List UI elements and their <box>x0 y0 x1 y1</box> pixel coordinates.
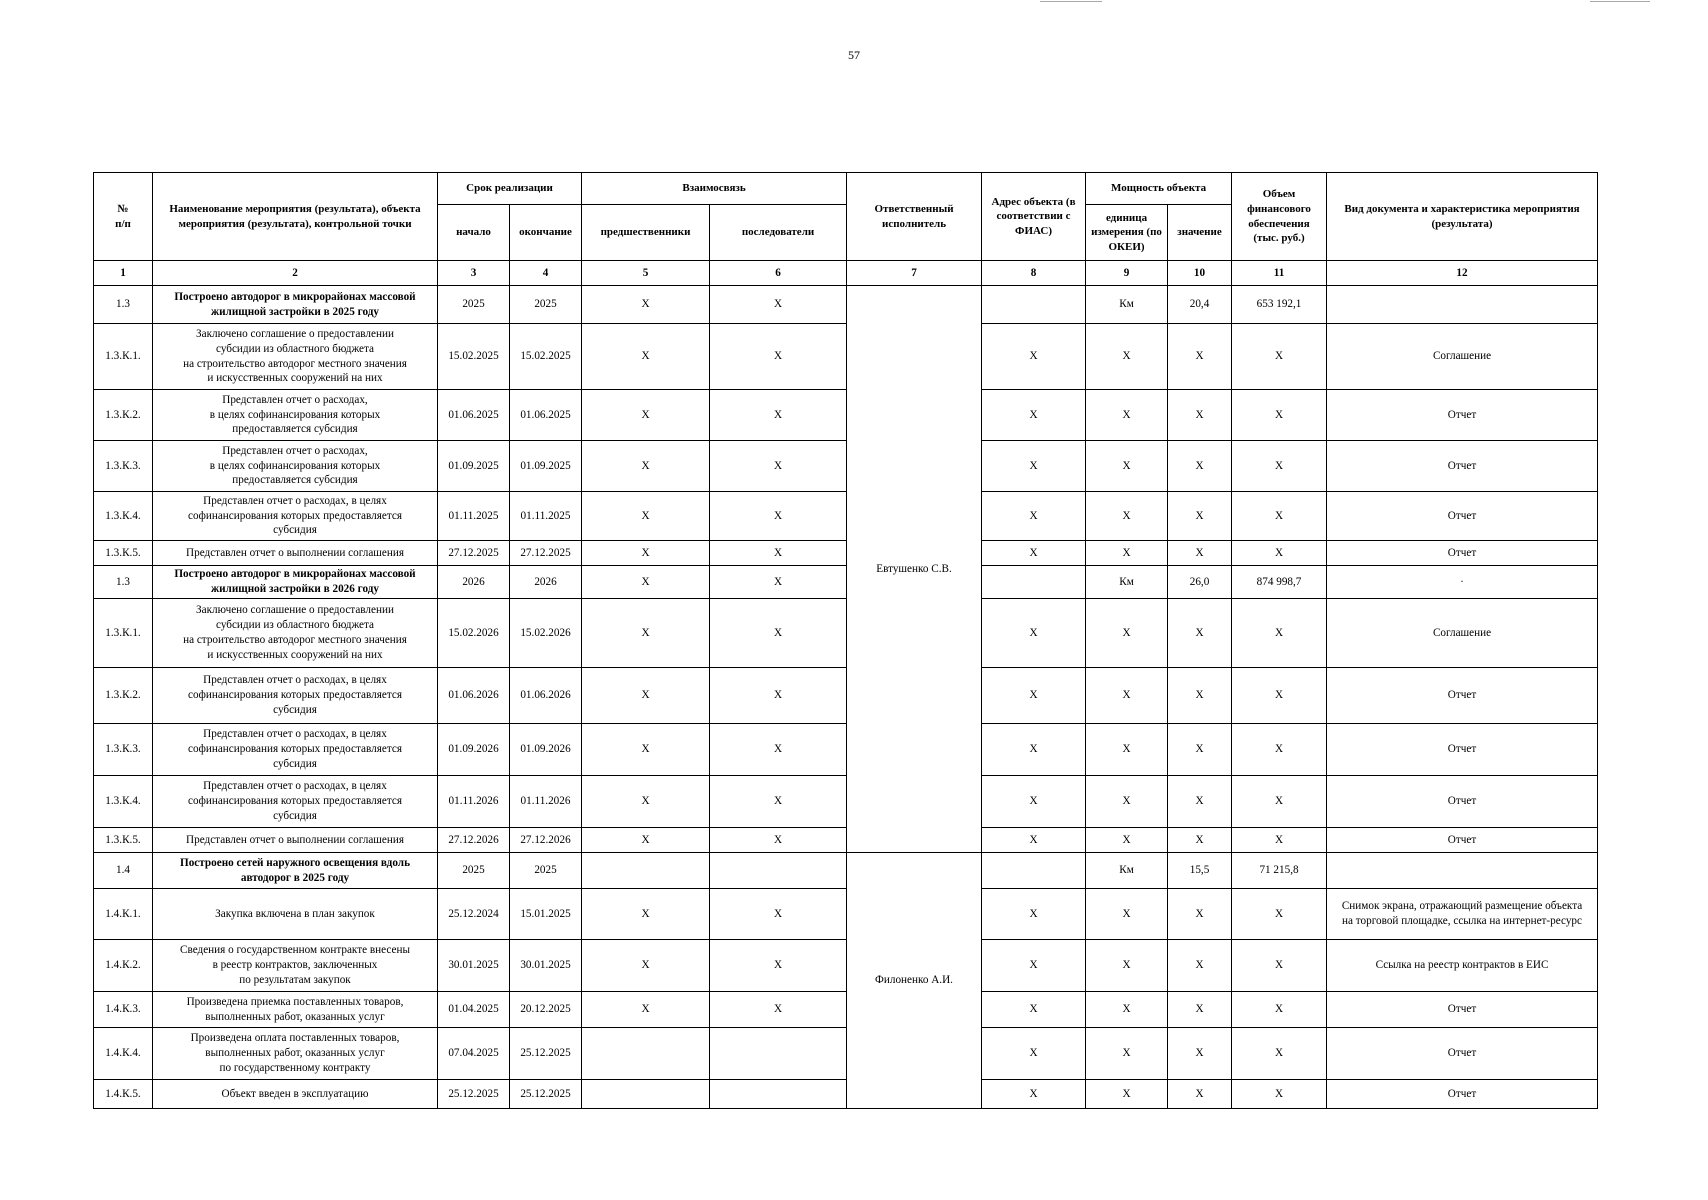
row-name: Представлен отчет о выполнении соглашения <box>153 828 438 853</box>
row-document: Отчет <box>1327 992 1598 1028</box>
row-name: Представлен отчет о выполнении соглашения <box>153 541 438 566</box>
row-address: X <box>982 1080 1086 1109</box>
row-end-date: 01.11.2026 <box>510 776 582 828</box>
row-value: X <box>1168 668 1232 724</box>
row-document: Отчет <box>1327 390 1598 441</box>
row-value: X <box>1168 724 1232 776</box>
header-doc: Вид документа и характеристика мероприятия (результата) <box>1327 173 1598 261</box>
row-number: 1.3.К.3. <box>94 724 153 776</box>
row-finance: X <box>1232 724 1327 776</box>
row-start-date: 01.09.2026 <box>438 724 510 776</box>
row-end-date: 01.11.2025 <box>510 492 582 541</box>
row-value: X <box>1168 776 1232 828</box>
row-start-date: 2025 <box>438 853 510 889</box>
row-unit: Км <box>1086 286 1168 324</box>
row-predecessors: X <box>582 724 710 776</box>
row-unit: X <box>1086 828 1168 853</box>
row-successors: X <box>710 492 847 541</box>
table-row <box>94 940 1598 992</box>
header-term-start: начало <box>438 205 510 261</box>
row-start-date: 01.11.2025 <box>438 492 510 541</box>
row-unit: X <box>1086 441 1168 492</box>
row-end-date: 2025 <box>510 286 582 324</box>
row-unit: X <box>1086 599 1168 668</box>
row-end-date: 15.02.2025 <box>510 324 582 390</box>
row-start-date: 25.12.2025 <box>438 1080 510 1109</box>
column-number: 10 <box>1168 261 1232 286</box>
row-number: 1.3.К.4. <box>94 776 153 828</box>
plan-table <box>93 172 1598 1109</box>
row-name: Заключено соглашение о предоставлении субсидии из областного бюджета на строительство автодорог местного значения и искусственных сооружений на них <box>153 599 438 668</box>
column-number: 6 <box>710 261 847 286</box>
row-value: X <box>1168 541 1232 566</box>
row-end-date: 25.12.2025 <box>510 1080 582 1109</box>
row-name: Построено автодорог в микрорайонах массовой жилищной застройки в 2025 году <box>153 286 438 324</box>
row-successors: X <box>710 724 847 776</box>
row-unit: X <box>1086 492 1168 541</box>
row-document: Отчет <box>1327 724 1598 776</box>
row-document: Отчет <box>1327 541 1598 566</box>
row-successors: X <box>710 889 847 940</box>
header-link: Взаимосвязь <box>582 173 847 205</box>
column-number: 2 <box>153 261 438 286</box>
row-address: X <box>982 889 1086 940</box>
table-row <box>94 599 1598 668</box>
row-name: Построено сетей наружного освещения вдоль автодорог в 2025 году <box>153 853 438 889</box>
row-start-date: 27.12.2026 <box>438 828 510 853</box>
row-address <box>982 566 1086 599</box>
column-number: 3 <box>438 261 510 286</box>
row-successors: X <box>710 992 847 1028</box>
row-value: 15,5 <box>1168 853 1232 889</box>
row-start-date: 01.09.2025 <box>438 441 510 492</box>
row-predecessors: X <box>582 992 710 1028</box>
row-start-date: 15.02.2026 <box>438 599 510 668</box>
table-row <box>94 776 1598 828</box>
table-row <box>94 724 1598 776</box>
row-value: X <box>1168 492 1232 541</box>
row-name: Представлен отчет о расходах, в целях софинансирования которых предоставляется субсидия <box>153 441 438 492</box>
row-number: 1.3.К.2. <box>94 668 153 724</box>
row-start-date: 01.04.2025 <box>438 992 510 1028</box>
table-row <box>94 324 1598 390</box>
row-unit: X <box>1086 992 1168 1028</box>
header-address: Адрес объекта (в соответствии с ФИАС) <box>982 173 1086 261</box>
row-unit: X <box>1086 390 1168 441</box>
row-number: 1.3.К.2. <box>94 390 153 441</box>
row-value: 20,4 <box>1168 286 1232 324</box>
row-address: X <box>982 324 1086 390</box>
row-predecessors: X <box>582 324 710 390</box>
header-name: Наименование мероприятия (результата), объекта мероприятия (результата), контрольной точки <box>153 173 438 261</box>
row-address: X <box>982 599 1086 668</box>
row-document: Ссылка на реестр контрактов в ЕИС <box>1327 940 1598 992</box>
row-unit: X <box>1086 668 1168 724</box>
row-successors: X <box>710 286 847 324</box>
row-successors: X <box>710 940 847 992</box>
row-end-date: 20.12.2025 <box>510 992 582 1028</box>
row-predecessors: X <box>582 599 710 668</box>
row-successors <box>710 853 847 889</box>
column-numbers-row <box>94 261 1598 286</box>
table-row <box>94 492 1598 541</box>
row-value: X <box>1168 599 1232 668</box>
header-capacity: Мощность объекта <box>1086 173 1232 205</box>
table-row <box>94 286 1598 324</box>
row-executor: Евтушенко С.В. <box>847 286 982 853</box>
row-number: 1.4.К.4. <box>94 1028 153 1080</box>
column-number: 9 <box>1086 261 1168 286</box>
row-finance: X <box>1232 889 1327 940</box>
row-address: X <box>982 541 1086 566</box>
row-document: Соглашение <box>1327 599 1598 668</box>
row-document: Отчет <box>1327 441 1598 492</box>
table-row <box>94 828 1598 853</box>
header-link-next: последователи <box>710 205 847 261</box>
row-name: Закупка включена в план закупок <box>153 889 438 940</box>
row-successors <box>710 1028 847 1080</box>
header-unit: единица измерения (по ОКЕИ) <box>1086 205 1168 261</box>
table-row <box>94 566 1598 599</box>
row-number: 1.3.К.5. <box>94 541 153 566</box>
row-finance: X <box>1232 324 1327 390</box>
row-end-date: 27.12.2026 <box>510 828 582 853</box>
row-end-date: 01.06.2025 <box>510 390 582 441</box>
row-address: X <box>982 390 1086 441</box>
row-end-date: 30.01.2025 <box>510 940 582 992</box>
row-predecessors: X <box>582 541 710 566</box>
column-number: 11 <box>1232 261 1327 286</box>
row-unit: X <box>1086 1080 1168 1109</box>
column-number: 7 <box>847 261 982 286</box>
header-executor: Ответственный исполнитель <box>847 173 982 261</box>
row-predecessors: X <box>582 390 710 441</box>
row-finance: 874 998,7 <box>1232 566 1327 599</box>
row-address: X <box>982 492 1086 541</box>
row-document: Соглашение <box>1327 324 1598 390</box>
row-successors: X <box>710 324 847 390</box>
row-unit: Км <box>1086 566 1168 599</box>
row-address: X <box>982 1028 1086 1080</box>
row-name: Объект введен в эксплуатацию <box>153 1080 438 1109</box>
row-number: 1.3.К.1. <box>94 324 153 390</box>
header-term: Срок реализации <box>438 173 582 205</box>
row-predecessors: X <box>582 828 710 853</box>
row-address: X <box>982 441 1086 492</box>
row-successors: X <box>710 390 847 441</box>
row-finance: X <box>1232 668 1327 724</box>
row-start-date: 2026 <box>438 566 510 599</box>
row-predecessors: X <box>582 940 710 992</box>
table-row <box>94 441 1598 492</box>
column-number: 1 <box>94 261 153 286</box>
row-successors: X <box>710 599 847 668</box>
row-value: X <box>1168 324 1232 390</box>
table-row <box>94 541 1598 566</box>
row-name: Произведена приемка поставленных товаров, выполненных работ, оказанных услуг <box>153 992 438 1028</box>
row-end-date: 2026 <box>510 566 582 599</box>
row-finance: X <box>1232 940 1327 992</box>
row-unit: Км <box>1086 853 1168 889</box>
row-address <box>982 286 1086 324</box>
row-finance: X <box>1232 492 1327 541</box>
row-unit: X <box>1086 1028 1168 1080</box>
table-row <box>94 390 1598 441</box>
header-link-prev: предшественники <box>582 205 710 261</box>
row-number: 1.3.К.4. <box>94 492 153 541</box>
row-number: 1.4.К.3. <box>94 992 153 1028</box>
row-value: X <box>1168 1028 1232 1080</box>
row-start-date: 25.12.2024 <box>438 889 510 940</box>
row-name: Представлен отчет о расходах, в целях софинансирования которых предоставляется субсидия <box>153 492 438 541</box>
row-value: 26,0 <box>1168 566 1232 599</box>
page-number: 57 <box>848 48 860 62</box>
row-number: 1.4 <box>94 853 153 889</box>
row-start-date: 01.06.2025 <box>438 390 510 441</box>
row-number: 1.3 <box>94 566 153 599</box>
row-end-date: 25.12.2025 <box>510 1028 582 1080</box>
row-name: Сведения о государственном контракте внесены в реестр контрактов, заключенных по результатам закупок <box>153 940 438 992</box>
row-address: X <box>982 992 1086 1028</box>
row-address: X <box>982 776 1086 828</box>
row-name: Представлен отчет о расходах, в целях софинансирования которых предоставляется субсидия <box>153 390 438 441</box>
row-successors: X <box>710 828 847 853</box>
row-finance: X <box>1232 1028 1327 1080</box>
row-name: Представлен отчет о расходах, в целях софинансирования которых предоставляется субсидия <box>153 724 438 776</box>
row-successors <box>710 1080 847 1109</box>
row-successors: X <box>710 668 847 724</box>
row-predecessors: X <box>582 286 710 324</box>
row-start-date: 01.06.2026 <box>438 668 510 724</box>
row-name: Построено автодорог в микрорайонах массовой жилищной застройки в 2026 году <box>153 566 438 599</box>
row-finance: 653 192,1 <box>1232 286 1327 324</box>
column-number: 4 <box>510 261 582 286</box>
row-address: X <box>982 668 1086 724</box>
column-number: 5 <box>582 261 710 286</box>
row-number: 1.4.К.2. <box>94 940 153 992</box>
row-value: X <box>1168 889 1232 940</box>
row-number: 1.3 <box>94 286 153 324</box>
row-finance: X <box>1232 828 1327 853</box>
row-unit: X <box>1086 724 1168 776</box>
table-row <box>94 853 1598 889</box>
row-value: X <box>1168 992 1232 1028</box>
row-document: Снимок экрана, отражающий размещение объекта на торговой площадке, ссылка на интернет-ресурс <box>1327 889 1598 940</box>
column-number: 8 <box>982 261 1086 286</box>
row-predecessors: X <box>582 776 710 828</box>
row-number: 1.3.К.5. <box>94 828 153 853</box>
row-successors: X <box>710 566 847 599</box>
row-address: X <box>982 940 1086 992</box>
row-predecessors: X <box>582 441 710 492</box>
row-predecessors: X <box>582 492 710 541</box>
row-number: 1.4.К.5. <box>94 1080 153 1109</box>
row-end-date: 15.02.2026 <box>510 599 582 668</box>
row-finance: X <box>1232 390 1327 441</box>
row-finance: X <box>1232 441 1327 492</box>
row-unit: X <box>1086 889 1168 940</box>
row-finance: X <box>1232 599 1327 668</box>
row-name: Представлен отчет о расходах, в целях софинансирования которых предоставляется субсидия <box>153 776 438 828</box>
row-end-date: 01.09.2026 <box>510 724 582 776</box>
row-end-date: 01.06.2026 <box>510 668 582 724</box>
row-finance: X <box>1232 541 1327 566</box>
row-name: Представлен отчет о расходах, в целях софинансирования которых предоставляется субсидия <box>153 668 438 724</box>
row-value: X <box>1168 940 1232 992</box>
row-end-date: 15.01.2025 <box>510 889 582 940</box>
row-number: 1.4.К.1. <box>94 889 153 940</box>
header-term-end: окончание <box>510 205 582 261</box>
row-document: Отчет <box>1327 776 1598 828</box>
row-start-date: 07.04.2025 <box>438 1028 510 1080</box>
row-start-date: 01.11.2026 <box>438 776 510 828</box>
row-document <box>1327 286 1598 324</box>
header-finance: Объем финансового обеспечения (тыс. руб.) <box>1232 173 1327 261</box>
row-successors: X <box>710 776 847 828</box>
row-value: X <box>1168 441 1232 492</box>
row-name: Заключено соглашение о предоставлении субсидии из областного бюджета на строительство автодорог местного значения и искусственных сооружений на них <box>153 324 438 390</box>
row-predecessors: X <box>582 566 710 599</box>
table-body <box>94 286 1598 1109</box>
row-address: X <box>982 828 1086 853</box>
row-address <box>982 853 1086 889</box>
row-value: X <box>1168 828 1232 853</box>
row-successors: X <box>710 441 847 492</box>
row-unit: X <box>1086 324 1168 390</box>
table-row <box>94 889 1598 940</box>
row-unit: X <box>1086 776 1168 828</box>
table-row <box>94 1028 1598 1080</box>
row-successors: X <box>710 541 847 566</box>
row-document: Отчет <box>1327 1028 1598 1080</box>
row-name: Произведена оплата поставленных товаров, выполненных работ, оказанных услуг по государственному контракту <box>153 1028 438 1080</box>
row-finance: 71 215,8 <box>1232 853 1327 889</box>
row-address: X <box>982 724 1086 776</box>
row-end-date: 01.09.2025 <box>510 441 582 492</box>
header-num: № п/п <box>94 173 153 261</box>
row-end-date: 2025 <box>510 853 582 889</box>
table-row <box>94 1080 1598 1109</box>
row-finance: X <box>1232 992 1327 1028</box>
row-document: Отчет <box>1327 492 1598 541</box>
top-rule <box>1590 1 1650 2</box>
row-document: Отчет <box>1327 1080 1598 1109</box>
row-finance: X <box>1232 1080 1327 1109</box>
row-document: · <box>1327 566 1598 599</box>
row-unit: X <box>1086 940 1168 992</box>
row-predecessors <box>582 1080 710 1109</box>
row-unit: X <box>1086 541 1168 566</box>
row-predecessors <box>582 853 710 889</box>
row-predecessors: X <box>582 889 710 940</box>
row-predecessors: X <box>582 668 710 724</box>
row-start-date: 27.12.2025 <box>438 541 510 566</box>
table-row <box>94 668 1598 724</box>
row-finance: X <box>1232 776 1327 828</box>
header-value: значение <box>1168 205 1232 261</box>
row-end-date: 27.12.2025 <box>510 541 582 566</box>
row-number: 1.3.К.1. <box>94 599 153 668</box>
row-document: Отчет <box>1327 828 1598 853</box>
top-rule <box>1040 1 1102 2</box>
table-row <box>94 992 1598 1028</box>
row-executor: Филоненко А.И. <box>847 853 982 1109</box>
column-number: 12 <box>1327 261 1598 286</box>
row-predecessors <box>582 1028 710 1080</box>
row-start-date: 2025 <box>438 286 510 324</box>
row-value: X <box>1168 390 1232 441</box>
row-number: 1.3.К.3. <box>94 441 153 492</box>
row-value: X <box>1168 1080 1232 1109</box>
row-start-date: 30.01.2025 <box>438 940 510 992</box>
row-document: Отчет <box>1327 668 1598 724</box>
row-document <box>1327 853 1598 889</box>
row-start-date: 15.02.2025 <box>438 324 510 390</box>
